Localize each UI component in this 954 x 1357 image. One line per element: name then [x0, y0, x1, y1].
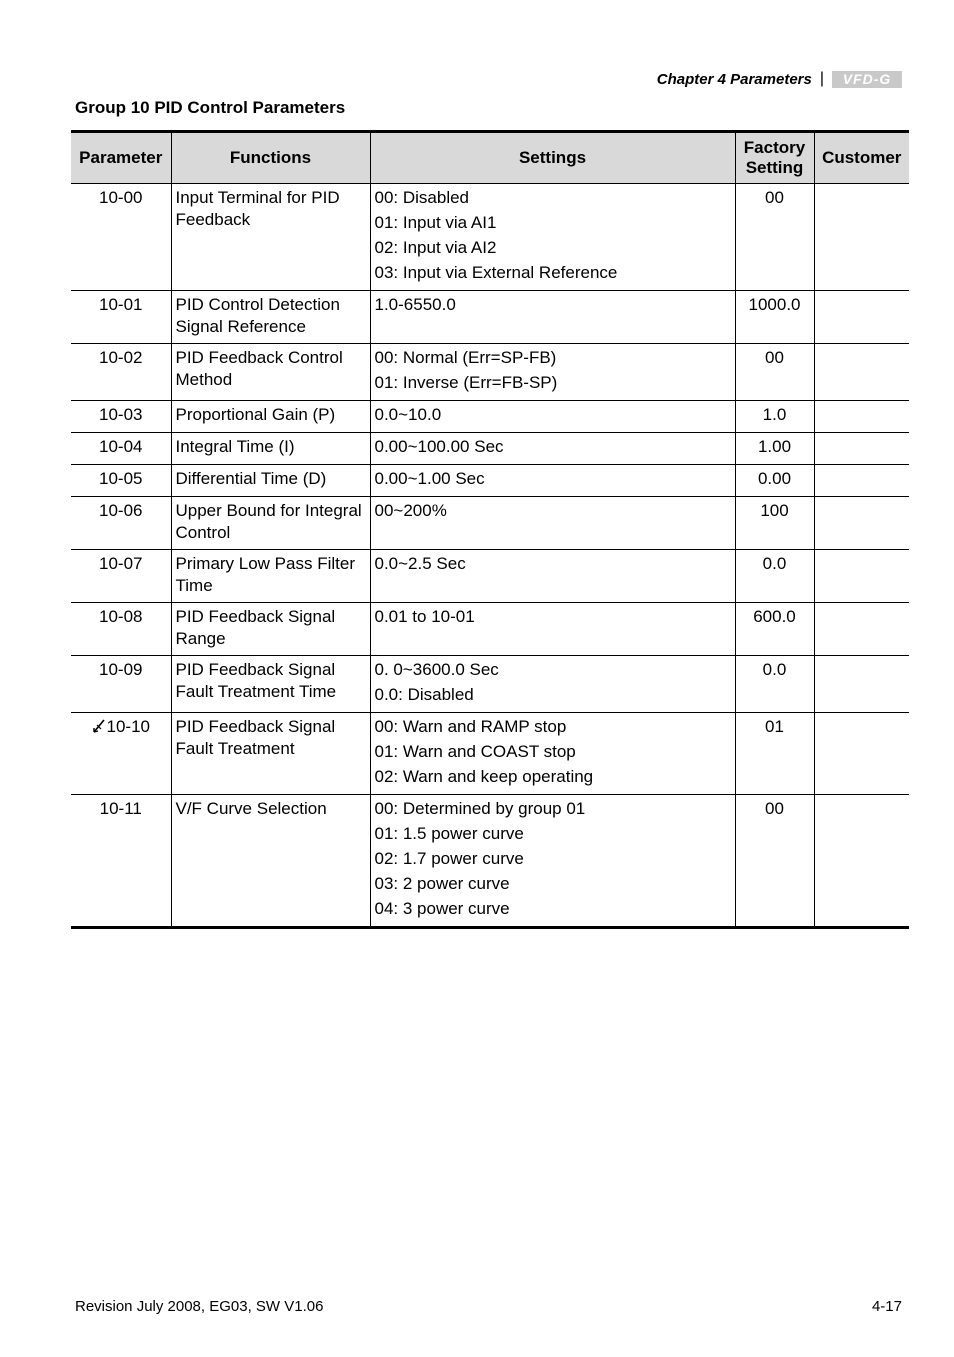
parameter-code: 10-08: [99, 607, 143, 626]
parameter-code-cell: [71, 550, 171, 603]
settings-cell: [370, 401, 735, 433]
column-header-settings: Settings: [370, 132, 735, 184]
function-description: PID Feedback Signal Fault Treatment Time: [171, 656, 370, 713]
function-description: V/F Curve Selection: [171, 795, 370, 928]
parameter-code-cell: [71, 401, 171, 433]
settings-cell: [370, 603, 735, 656]
table-row: [71, 497, 909, 550]
function-description: PID Feedback Signal Fault Treatment: [171, 713, 370, 795]
setting-option: 0. 0~3600.0 Sec: [374, 660, 499, 679]
setting-option: 00: Normal (Err=SP-FB): [374, 348, 557, 367]
group-title: Group 10 PID Control Parameters: [75, 98, 346, 117]
settings-cell: [370, 713, 735, 795]
parameter-code: 10-05: [99, 469, 143, 488]
parameter-code: 10-06: [99, 501, 143, 520]
setting-option: 0.01 to 10-01: [374, 607, 475, 626]
table-row: [71, 656, 909, 713]
table-header-row: [71, 132, 909, 184]
settings-cell: [370, 291, 735, 344]
parameter-code-cell: [71, 465, 171, 497]
table-row: [71, 603, 909, 656]
customer-value-cell: [814, 550, 909, 603]
table-row: [71, 433, 909, 465]
customer-value-cell: [814, 497, 909, 550]
customer-value-cell: [814, 713, 909, 795]
setting-option: 01: Input via AI1: [374, 213, 497, 232]
factory-setting-value: 1.0: [735, 401, 814, 433]
setting-option: 03: 2 power curve: [374, 874, 510, 893]
customer-value-cell: [814, 603, 909, 656]
setting-option: 02: 1.7 power curve: [374, 849, 524, 868]
editable-while-running-icon: [92, 719, 106, 733]
factory-setting-value: 1000.0: [735, 291, 814, 344]
parameter-code: 10-11: [99, 799, 142, 818]
table-row: [71, 344, 909, 401]
setting-option: 0.0: Disabled: [374, 685, 474, 704]
setting-option: 00: Determined by group 01: [374, 799, 586, 818]
customer-value-cell: [814, 401, 909, 433]
column-header-functions: Functions: [171, 132, 370, 184]
parameter-code-cell: [71, 713, 171, 795]
settings-cell: [370, 550, 735, 603]
setting-option: 03: Input via External Reference: [374, 263, 618, 282]
parameter-code-cell: [71, 497, 171, 550]
factory-setting-value: 0.0: [735, 550, 814, 603]
table-row: [71, 465, 909, 497]
customer-value-cell: [814, 433, 909, 465]
column-header-parameter: Parameter: [71, 132, 171, 184]
factory-setting-value: 100: [735, 497, 814, 550]
table-row: [71, 550, 909, 603]
setting-option: 0.00~100.00 Sec: [374, 437, 504, 456]
function-description: Proportional Gain (P): [171, 401, 370, 433]
setting-option: 02: Warn and keep operating: [374, 767, 594, 786]
parameter-code: 10-00: [99, 188, 143, 207]
parameter-code: 10-04: [99, 437, 143, 456]
parameter-code: 10-03: [99, 405, 143, 424]
customer-value-cell: [814, 184, 909, 291]
factory-setting-value: 0.0: [735, 656, 814, 713]
footer-revision: Revision July 2008, EG03, SW V1.06: [75, 1298, 324, 1315]
setting-option: 0.0~2.5 Sec: [374, 554, 466, 573]
function-description: Input Terminal for PID Feedback: [171, 184, 370, 291]
function-description: PID Feedback Control Method: [171, 344, 370, 401]
settings-cell: [370, 344, 735, 401]
setting-option: 00: Warn and RAMP stop: [374, 717, 567, 736]
setting-option: 1.0-6550.0: [374, 295, 456, 314]
function-description: Upper Bound for Integral Control: [171, 497, 370, 550]
customer-value-cell: [814, 465, 909, 497]
parameter-code-cell: [71, 795, 171, 928]
table-row: [71, 401, 909, 433]
settings-cell: [370, 656, 735, 713]
parameter-code-cell: [71, 603, 171, 656]
customer-value-cell: [814, 291, 909, 344]
page-number: 4-17: [871, 1298, 902, 1315]
factory-setting-value: 0.00: [735, 465, 814, 497]
factory-setting-value: 00: [735, 795, 814, 928]
function-description: PID Feedback Signal Range: [171, 603, 370, 656]
table-row: [71, 184, 909, 291]
parameter-code-cell: [71, 433, 171, 465]
table-row: [71, 795, 909, 928]
factory-setting-value: 01: [735, 713, 814, 795]
setting-option: 02: Input via AI2: [374, 238, 497, 257]
parameter-code: 10-09: [99, 660, 143, 679]
parameter-code-cell: [71, 291, 171, 344]
parameter-code-cell: [71, 184, 171, 291]
column-header-factory-setting: Factory Setting: [735, 132, 814, 184]
customer-value-cell: [814, 344, 909, 401]
table-body: [71, 184, 909, 928]
parameter-code-cell: [71, 344, 171, 401]
factory-setting-value: 1.00: [735, 433, 814, 465]
setting-option: 0.00~1.00 Sec: [374, 469, 485, 488]
setting-option: 0.0~10.0: [374, 405, 442, 424]
settings-cell: [370, 184, 735, 291]
parameter-code: 10-02: [99, 348, 143, 367]
function-description: Integral Time (I): [171, 433, 370, 465]
setting-option: 04: 3 power curve: [374, 899, 510, 918]
vfd-g-logo: VFD-G: [832, 71, 902, 88]
function-description: PID Control Detection Signal Reference: [171, 291, 370, 344]
parameter-code: 10-07: [99, 554, 143, 573]
setting-option: 01: Warn and COAST stop: [374, 742, 576, 761]
column-header-customer: Customer: [814, 132, 909, 184]
setting-option: 00~200%: [374, 501, 447, 520]
factory-setting-value: 00: [735, 184, 814, 291]
customer-value-cell: [814, 795, 909, 928]
header-separator: |: [819, 70, 824, 87]
parameter-code-cell: [71, 656, 171, 713]
function-description: Primary Low Pass Filter Time: [171, 550, 370, 603]
setting-option: 01: Inverse (Err=FB-SP): [374, 373, 558, 392]
function-description: Differential Time (D): [171, 465, 370, 497]
chapter-title: Chapter 4 Parameters: [656, 70, 812, 88]
settings-cell: [370, 497, 735, 550]
factory-setting-value: 00: [735, 344, 814, 401]
settings-cell: [370, 795, 735, 928]
setting-option: 00: Disabled: [374, 188, 470, 207]
customer-value-cell: [814, 656, 909, 713]
settings-cell: [370, 465, 735, 497]
setting-option: 01: 1.5 power curve: [374, 824, 524, 843]
factory-setting-value: 600.0: [735, 603, 814, 656]
parameter-code: 10-10: [106, 717, 150, 736]
page-header: [657, 70, 902, 88]
parameter-table: [71, 130, 909, 929]
settings-cell: [370, 433, 735, 465]
parameter-code: 10-01: [99, 295, 143, 314]
table-row: [71, 291, 909, 344]
table-row: [71, 713, 909, 795]
